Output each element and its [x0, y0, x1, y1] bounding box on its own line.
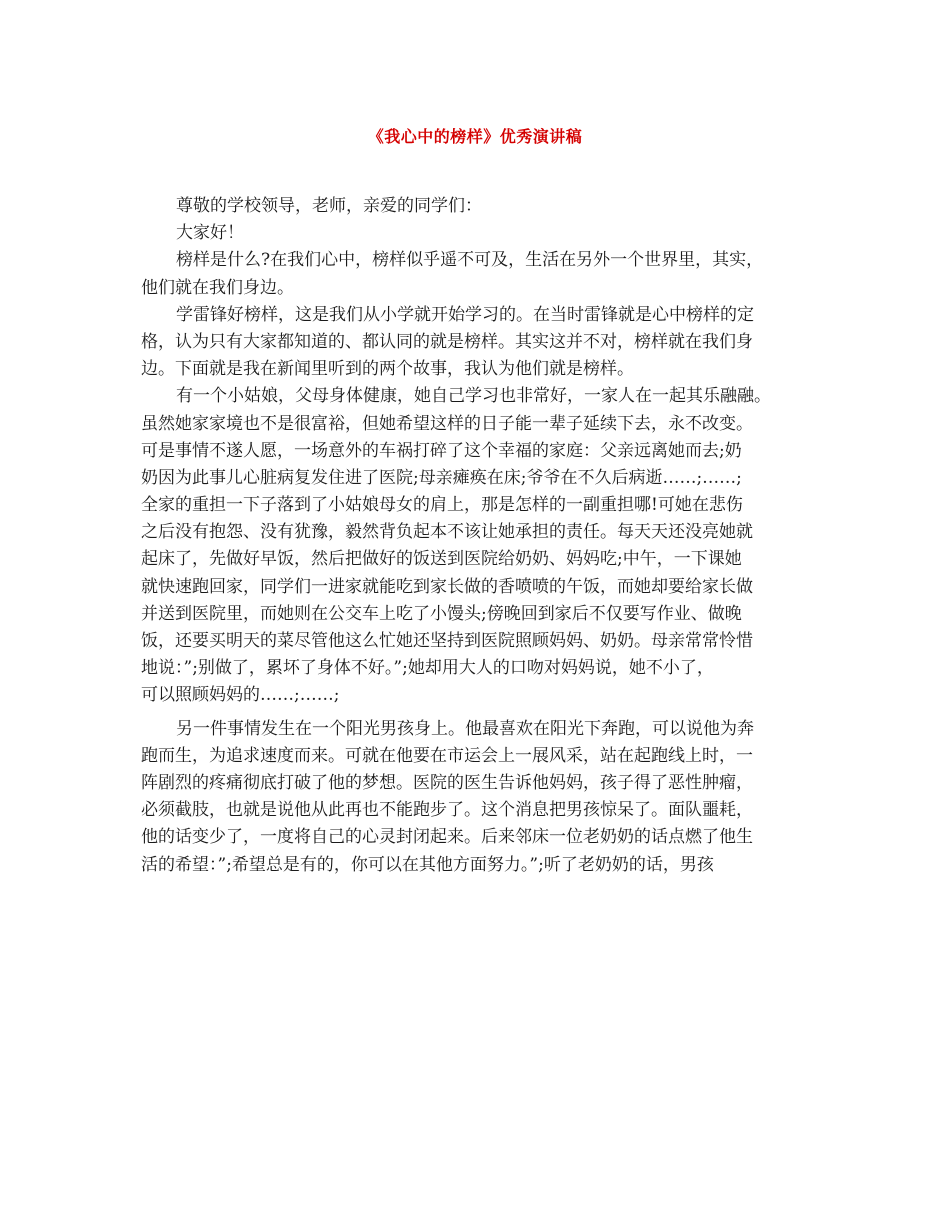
paragraph-line: 跑而生，为追求速度而来。可就在他要在市运会上一展风采，站在起跑线上时，一: [141, 745, 753, 766]
paragraph-line: 阵剧烈的疼痛彻底打破了他的梦想。医院的医生告诉他妈妈，孩子得了恶性肿瘤，: [141, 772, 753, 793]
paragraph-line: 学雷锋好榜样，这是我们从小学就开始学习的。在当时雷锋就是心中榜样的定: [176, 304, 754, 325]
paragraph-line: 就快速跑回家，同学们一进家就能吃到家长做的香喷喷的午饭，而她却要给家长做: [141, 576, 753, 597]
paragraph-line: 之后没有抱怨、没有犹豫，毅然背负起本不该让她承担的责任。每天天还没亮她就: [141, 522, 753, 543]
paragraph-line: 必须截肢，也就是说他从此再也不能跑步了。这个消息把男孩惊呆了。面队噩耗，: [141, 800, 753, 821]
paragraph-line: 全家的重担一下子落到了小姑娘母女的肩上，那是怎样的一副重担哪!可她在悲伤: [141, 495, 743, 516]
paragraph-line: 地说：”;别做了，累坏了身体不好。”;她却用大人的口吻对妈妈说，她不小了，: [141, 658, 714, 679]
paragraph-line: 他们就在我们身边。: [141, 277, 294, 298]
paragraph-line: 格，认为只有大家都知道的、都认同的就是榜样。其实这并不对，榜样就在我们身: [141, 331, 753, 352]
paragraph-line: 边。下面就是我在新闻里听到的两个故事，我认为他们就是榜样。: [141, 359, 634, 380]
paragraph-line: 可是事情不遂人愿，一场意外的车祸打碎了这个幸福的家庭：父亲远离她而去;奶: [141, 440, 742, 461]
paragraph-line: 有一个小姑娘，父母身体健康，她自己学习也非常好，一家人在一起其乐融融。: [176, 386, 771, 407]
paragraph-line: 榜样是什么?在我们心中，榜样似乎遥不可及，生活在另外一个世界里，其实，: [176, 250, 764, 271]
greeting-line: 大家好！: [176, 223, 244, 244]
paragraph-line: 饭，还要买明天的菜尽管他这么忙她还坚持到医院照顾妈妈、奶奶。母亲常常怜惜: [141, 631, 753, 651]
paragraph-line: 奶因为此事儿心脏病复发住进了医院;母亲瘫痪在床;爷爷在不久后病逝……;……;: [141, 467, 742, 488]
paragraph-line: 可以照顾妈妈的……;……;: [141, 685, 340, 706]
document-body: [141, 193, 831, 879]
paragraph-line: 虽然她家家境也不是很富裕，但她希望这样的日子能一辈子延续下去，永不改变。: [141, 413, 753, 434]
paragraph-line: 另一件事情发生在一个阳光男孩身上。他最喜欢在阳光下奔跑，可以说他为奔: [176, 718, 754, 739]
paragraph-line: 起床了，先做好早饭，然后把做好的饭送到医院给奶奶、妈妈吃;中午，一下课她: [141, 549, 742, 570]
paragraph-line: 活的希望：”;希望总是有的，你可以在其他方面努力。”;听了老奶奶的话，男孩: [141, 854, 714, 875]
paragraph-line: 他的话变少了，一度将自己的心灵封闭起来。后来邻床一位老奶奶的话点燃了他生: [141, 827, 753, 848]
document-title: 《我心中的榜样》优秀演讲稿: [367, 127, 583, 146]
paragraph-line: 并送到医院里，而她则在公交车上吃了小馒头;傍晚回到家后不仅要写作业、做晚: [141, 603, 742, 624]
salutation-line: 尊敬的学校领导，老师，亲爱的同学们：: [176, 196, 482, 216]
